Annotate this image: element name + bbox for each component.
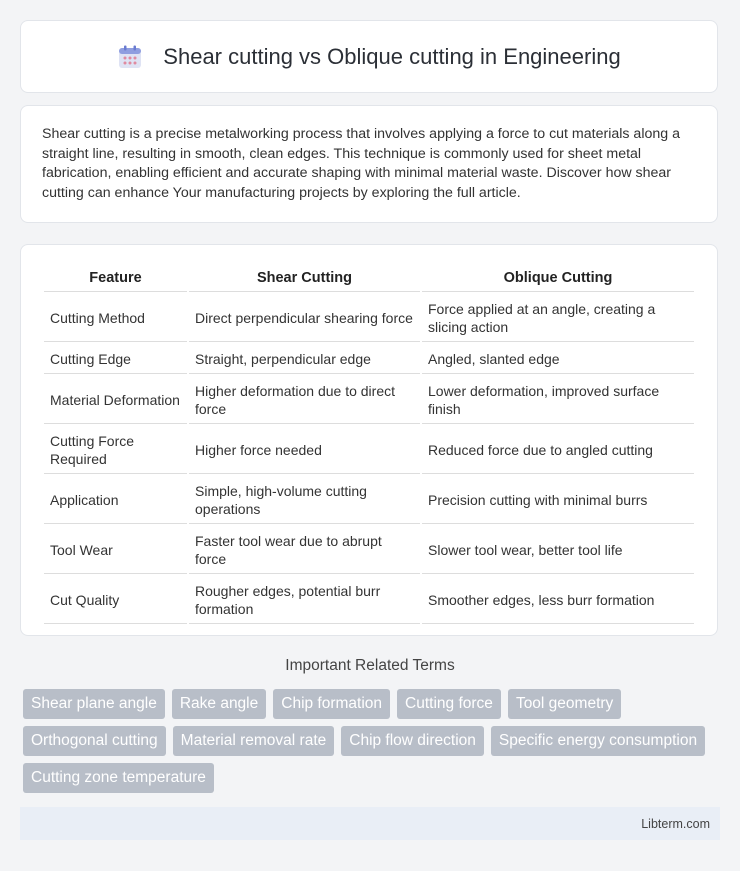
tag-tool-geometry[interactable]: Tool geometry [508, 689, 621, 719]
feature-cell: Material Deformation [44, 376, 187, 424]
header-oblique-cutting: Oblique Cutting [422, 265, 694, 292]
footer-site-link[interactable]: Libterm.com [641, 816, 710, 831]
comparison-table [42, 263, 696, 626]
shear-cell: Simple, high-volume cutting operations [189, 476, 420, 524]
title-row [117, 44, 620, 70]
oblique-cell: Precision cutting with minimal burrs [422, 476, 694, 524]
tag-shear-plane-angle[interactable]: Shear plane angle [23, 689, 165, 719]
table-row [44, 376, 694, 424]
related-terms-tags [23, 689, 713, 793]
oblique-cell: Smoother edges, less burr formation [422, 576, 694, 624]
header-card [20, 20, 718, 93]
feature-cell: Tool Wear [44, 526, 187, 574]
shear-cell: Rougher edges, potential burr formation [189, 576, 420, 624]
tag-specific-energy-consumption[interactable]: Specific energy consumption [491, 726, 705, 756]
intro-card [20, 105, 718, 223]
oblique-cell: Reduced force due to angled cutting [422, 426, 694, 474]
shear-cell: Higher deformation due to direct force [189, 376, 420, 424]
comparison-table-card [20, 244, 718, 636]
oblique-cell: Force applied at an angle, creating a slicing action [422, 294, 694, 342]
shear-cell: Higher force needed [189, 426, 420, 474]
table-header-row [44, 265, 694, 292]
feature-cell: Cutting Edge [44, 344, 187, 374]
feature-cell: Cut Quality [44, 576, 187, 624]
table-row [44, 526, 694, 574]
feature-cell: Cutting Method [44, 294, 187, 342]
header-shear-cutting: Shear Cutting [189, 265, 420, 292]
footer [20, 807, 720, 840]
oblique-cell: Angled, slanted edge [422, 344, 694, 374]
table-row [44, 476, 694, 524]
tag-cutting-force[interactable]: Cutting force [397, 689, 501, 719]
tag-cutting-zone-temperature[interactable]: Cutting zone temperature [23, 763, 214, 793]
tag-rake-angle[interactable]: Rake angle [172, 689, 266, 719]
tag-chip-flow-direction[interactable]: Chip flow direction [341, 726, 484, 756]
table-row [44, 294, 694, 342]
feature-cell: Cutting Force Required [44, 426, 187, 474]
tag-material-removal-rate[interactable]: Material removal rate [173, 726, 335, 756]
header-feature: Feature [44, 265, 187, 292]
tag-orthogonal-cutting[interactable]: Orthogonal cutting [23, 726, 166, 756]
intro-text: Shear cutting is a precise metalworking process that involves applying a force to cut materials along a straight line, resulting in smooth, clean edges. This technique is commonly used for sheet metal fabrication, enabling efficient and accurate shaping with minimal material waste. Discover how shear cutting can enhance Your manufacturing projects by exploring the full article. [42, 126, 680, 201]
table-row [44, 426, 694, 474]
page-title: Shear cutting vs Oblique cutting in Engineering [163, 43, 621, 69]
oblique-cell: Lower deformation, improved surface finish [422, 376, 694, 424]
table-row [44, 576, 694, 624]
tag-chip-formation[interactable]: Chip formation [273, 689, 390, 719]
oblique-cell: Slower tool wear, better tool life [422, 526, 694, 574]
shear-cell: Straight, perpendicular edge [189, 344, 420, 374]
table-row [44, 344, 694, 374]
shear-cell: Direct perpendicular shearing force [189, 294, 420, 342]
shear-cell: Faster tool wear due to abrupt force [189, 526, 420, 574]
calendar-icon [117, 44, 143, 70]
feature-cell: Application [44, 476, 187, 524]
related-terms-title: Important Related Terms [285, 657, 455, 674]
